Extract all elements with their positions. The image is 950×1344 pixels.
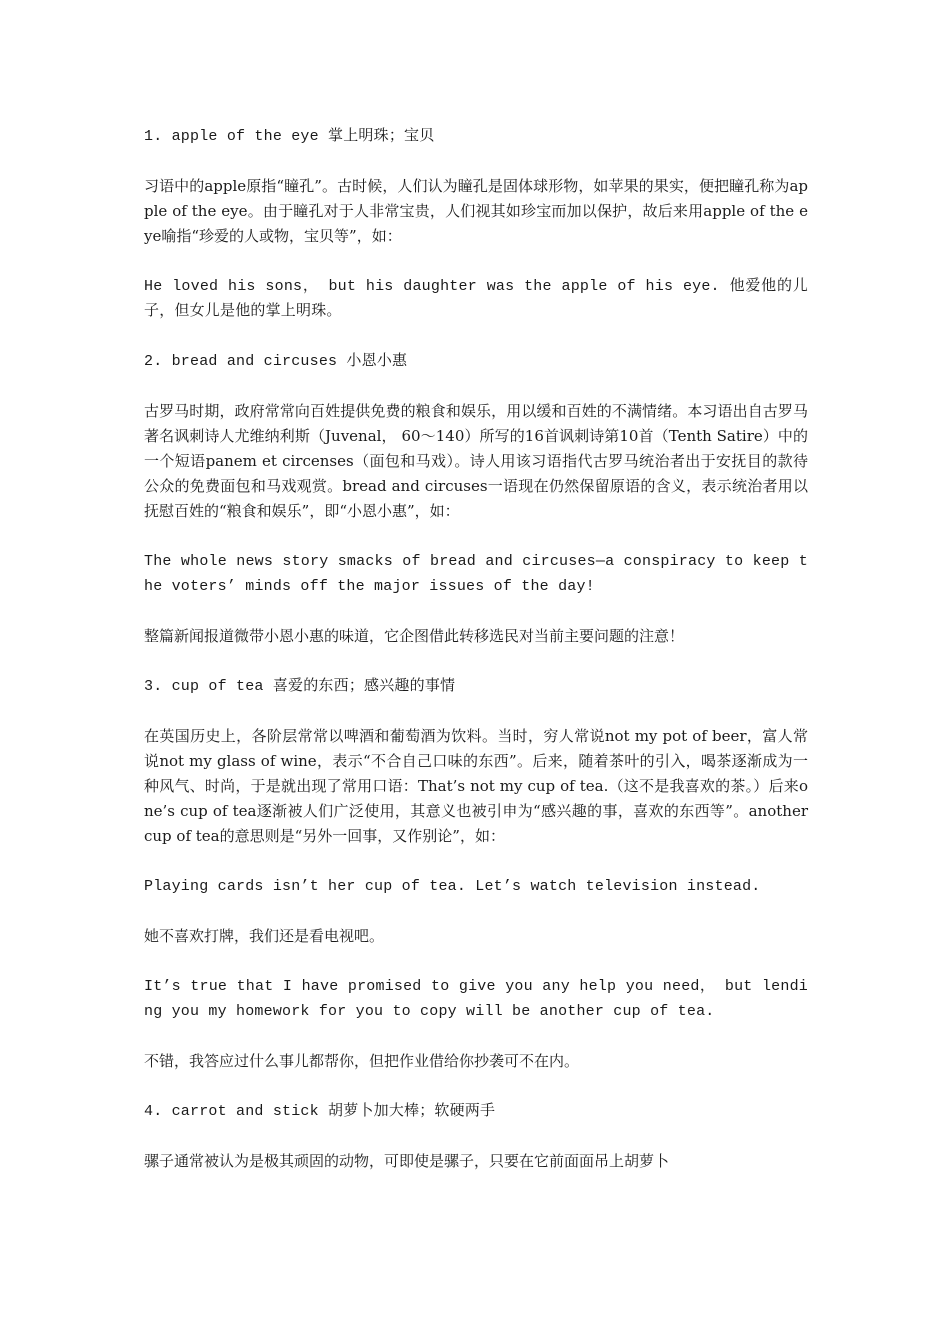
document-body: [144, 124, 808, 1199]
example-sentence: He loved his sons， but his daughter was the apple of his eye. 他爱他的儿子，但女儿是他的掌上明珠。: [144, 278, 808, 320]
translation: 整篇新闻报道微带小恩小惠的味道，它企图借此转移选民对当前主要问题的注意！: [144, 627, 685, 645]
paragraph: 骡子通常被认为是极其顽固的动物，可即使是骡子，只要在它前面面吊上胡萝卜: [144, 1152, 670, 1170]
example-sentence: Playing cards isn’t her cup of tea. Let’s watch television instead.: [144, 878, 761, 895]
section-heading-4: 4. carrot and stick 胡萝卜加大棒；软硬两手: [144, 1103, 496, 1120]
section-heading-1: 1. apple of the eye 掌上明珠；宝贝: [144, 128, 435, 145]
section-heading-2: 2. bread and circuses 小恩小惠: [144, 353, 408, 370]
section-heading-3: 3. cup of tea 喜爱的东西；感兴趣的事情: [144, 678, 456, 695]
paragraph: 在英国历史上，各阶层常常以啤酒和葡萄酒为饮料。当时，穷人常说not my pot of beer，富人常说not my glass of wine，表示“不合自己口味的东西”。后来，随着茶叶的引入，喝茶逐渐成为一种风气、时尚，于是就出现了常用口语：That’s not my cup of tea.（这不是我喜欢的茶。）后来one’s cup of tea逐渐被人们广泛使用，其意义也被引申为“感兴趣的事，喜欢的东西等”。another cup of tea的意思则是“另外一回事，又作别论”，如：: [144, 727, 808, 845]
paragraph: 习语中的apple原指“瞳孔”。古时候，人们认为瞳孔是固体球形物，如苹果的果实，便把瞳孔称为apple of the eye。由于瞳孔对于人非常宝贵，人们视其如珍宝而加以保护，故后来用apple of the eye喻指“珍爱的人或物，宝贝等”，如：: [144, 177, 808, 245]
paragraph: 古罗马时期，政府常常向百姓提供免费的粮食和娱乐，用以缓和百姓的不满情绪。本习语出自古罗马著名讽刺诗人尤维纳利斯（Juvenal， 60～140）所写的16首讽刺诗第10首（Tenth Satire）中的一个短语panem et circenses（面包和马戏）。诗人用该习语指代古罗马统治者出于安抚目的款待公众的免费面包和马戏观赏。bread and circuses一语现在仍然保留原语的含义，表示统治者用以抚慰百姓的“粮食和娱乐”，即“小恩小惠”，如：: [144, 402, 808, 520]
translation: 不错，我答应过什么事儿都帮你，但把作业借给你抄袭可不在内。: [144, 1052, 580, 1070]
translation: 她不喜欢打牌，我们还是看电视吧。: [144, 927, 385, 945]
example-sentence: The whole news story smacks of bread and circuses—a conspiracy to keep the voters’ minds off the major issues of the day!: [144, 553, 808, 595]
example-sentence: It’s true that I have promised to give you any help you need， but lending you my homework for you to copy will be another cup of tea.: [144, 978, 808, 1020]
